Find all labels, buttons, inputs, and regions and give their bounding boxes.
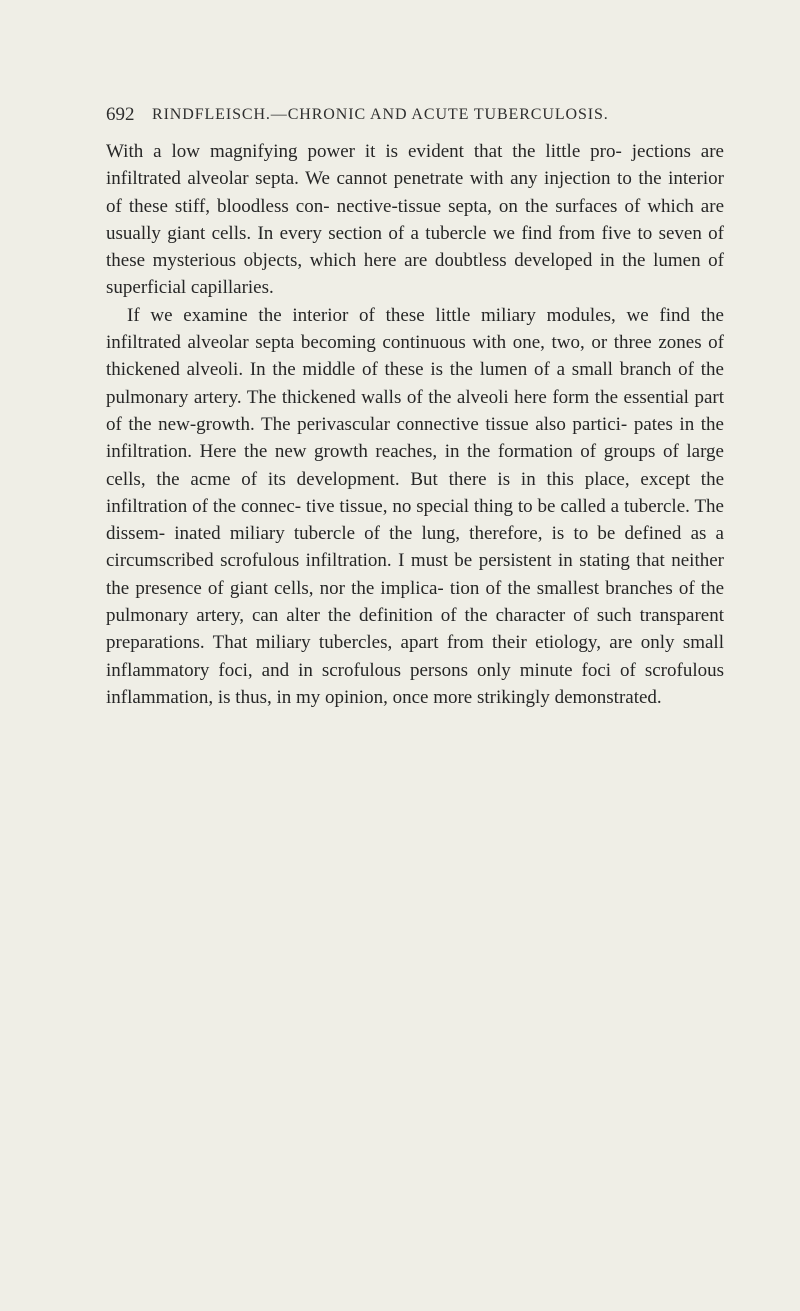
- page-number: 692: [106, 104, 135, 125]
- paragraph: If we examine the interior of these little miliary modules, we find the infiltrated alveolar septa becoming continuous with one, two, or three zones of thickened alveoli. In the middle of these is the lumen of a small branch of the pulmonary artery. The thickened walls of the alveoli here form the essential part of the new-growth. The perivascular connective tissue also partici- pates in the infiltration. Here the new growth reaches, in the formation of groups of large cells, the acme of its development. But there is in this place, except the infiltration of the connec- tive tissue, no special thing to be called a tubercle. The dissem- inated miliary tubercle of the lung, therefore, is to be defined as a circumscribed scrofulous infiltration. I must be persistent in stating that neither the presence of giant cells, nor the implica- tion of the smallest branches of the pulmonary artery, can alter the definition of the character of such transparent preparations. That miliary tubercles, apart from their etiology, are only small inflammatory foci, and in scrofulous persons only minute foci of scrofulous inflammation, is thus, in my opinion, once more strikingly demonstrated.: [106, 304, 724, 708]
- running-head: RINDFLEISCH.—CHRONIC AND ACUTE TUBERCULOSIS.: [152, 106, 609, 123]
- body-text: [106, 138, 724, 711]
- paragraph: With a low magnifying power it is evident that the little pro- jections are infiltrated alveolar septa. We cannot penetrate with any injection to the interior of these stiff, bloodless con- nective-tissue septa, on the surfaces of which are usually giant cells. In every section of a tubercle we find from five to seven of these mysterious objects, which here are doubtless developed in the lumen of superficial capillaries.: [106, 141, 724, 299]
- page-header: [106, 104, 726, 130]
